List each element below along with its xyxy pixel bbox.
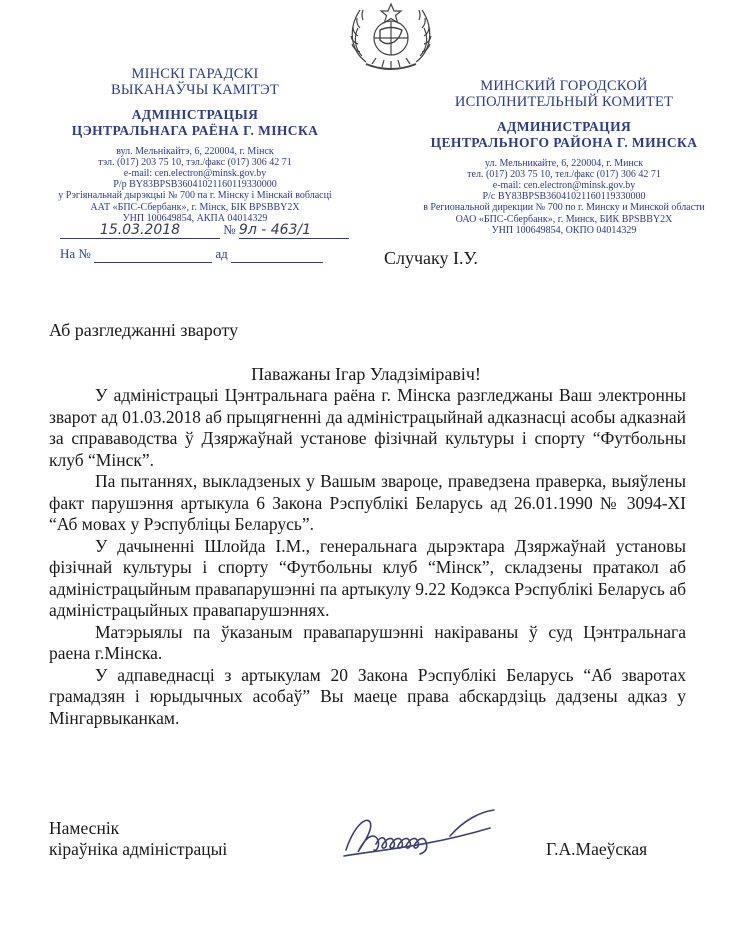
ref-date-field — [60, 222, 220, 239]
ref-number: 9л - 463/1 — [238, 222, 312, 238]
greeting: Паважаны Ігар Уладзіміравіч! — [251, 364, 481, 384]
org-name-line1: МИНСКИЙ ГОРОДСКОЙ — [480, 78, 648, 94]
outgoing-reference — [60, 222, 360, 239]
phone-line: тэл. (017) 203 75 10, тэл./факс (017) 306 42 71 — [98, 156, 292, 168]
bank-directorate-line: у Рэгіянальнай дырэкцыі № 700 па г. Мінску і Мінскай вобласці — [58, 190, 332, 202]
signatory-title-line2: кіраўніка адміністрацыі — [49, 839, 228, 859]
phone-line: тел. (017) 203 75 10, тел./факс (017) 306 42 71 — [467, 168, 661, 180]
admin-name-line1: АДМІНІСТРАЦЫЯ — [131, 107, 259, 123]
signatory-name: Г.А.Маеўская — [546, 839, 648, 859]
admin-name-line2: ЦЕНТРАЛЬНОГО РАЙОНА Г. МИНСКА — [430, 134, 698, 150]
letterhead-left — [40, 66, 350, 224]
unp-line: УНП 100649854, ОКПО 04014329 — [491, 224, 637, 236]
admin-name-line2: ЦЭНТРАЛЬНАГА РАЁНА Г. МІНСКА — [71, 122, 319, 138]
recipient: Случаку І.У. — [384, 248, 478, 268]
incoming-date-field — [231, 246, 323, 263]
ref-number-label: № — [223, 222, 236, 237]
org-name-line2: ИСПОЛНИТЕЛЬНЫЙ КОМИТЕТ — [454, 94, 674, 111]
admin-name-line1: АДМИНИСТРАЦИЯ — [496, 119, 632, 135]
org-name-line1: МІНСКІ ГАРАДСКІ — [131, 66, 259, 82]
account-line: Р/с BY83BPSB36041021160119330000 — [482, 191, 646, 203]
ref-number-field — [239, 222, 349, 239]
email-line: e-mail: cen.electron@minsk.gov.by — [123, 168, 267, 180]
address-line: ул. Мельникайте, 6, 220004, г. Минск — [484, 157, 644, 169]
bank-directorate-line: в Региональной дирекции № 700 по г. Минску и Минской области — [423, 202, 705, 214]
org-name-line2: ВЫКАНАЎЧЫ КАМІТЭТ — [111, 82, 279, 99]
bank-line: ААТ «БПС-Сбербанк», г. Мінск, БІК BPSBBY2X — [90, 201, 300, 213]
incoming-date-label: ад — [215, 246, 228, 261]
account-line: Р/р BY83BPSB36041021160119330000 — [113, 179, 277, 191]
body-paragraph-4: Матэрыялы па ўказаным правапарушэнні накіраваны ў суд Цэнтральнага раена г.Мінска. — [49, 621, 686, 663]
body-paragraph-3: У дачыненні Шлойда І.М., генеральнага дырэктара Дзяржаўнай установы фізічнай культуры і спорту “Футбольны клуб “Мінск”, складзены пратакол аб адміністрацыйным правапарушэнні па артыкулу 9.22 Кодэкса Рэспублікі Беларусь аб адміністрацыйных правапарушэннях. — [49, 535, 686, 620]
ref-date: 15.03.2018 — [99, 222, 181, 238]
coat-of-arms-emblem — [336, 2, 446, 72]
signatory-title — [49, 818, 227, 860]
signatory-title-line1: Намеснік — [49, 818, 120, 838]
subject: Аб разгледжанні звароту — [49, 320, 239, 340]
handwritten-signature — [340, 806, 500, 866]
incoming-reference — [60, 246, 360, 263]
incoming-number-field — [94, 246, 212, 263]
address-line: вул. Мельнікайтэ, 6, 220004, г. Мінск — [116, 145, 274, 157]
body-paragraph-5: У адпаведнасці з артыкулам 20 Закона Рэспублікі Беларусь “Аб зваротах грамадзян і юрыдычных асобаў” Вы маеце права абскардзіць дадзены адказ у Мінгарвыканкам. — [49, 664, 686, 728]
bank-line: ОАО «БПС-Сбербанк», г. Минск, БИК BPSBBY2X — [455, 213, 673, 225]
body-paragraph-2: Па пытаннях, выкладзеных у Вашым звароце, праведзена праверка, выяўлены факт парушэння артыкула 6 Закона Рэспублікі Беларусь ад 26.01.1990 № 3094-XI “Аб мовах у Рэспубліцы Беларусь”. — [49, 471, 686, 534]
email-line: e-mail: cen.electron@minsk.gov.by — [492, 180, 636, 192]
letter-body — [49, 385, 686, 729]
unp-line: УНП 100649854, АКПА 04014329 — [122, 212, 268, 224]
incoming-number-label: На № — [60, 246, 91, 261]
letterhead-right — [408, 78, 720, 236]
body-paragraph-1: У адміністрацыі Цэнтральнага раёна г. Мінска разгледжаны Ваш электронны зварот ад 01.03.2018 аб прыцягненні да адміністрацыйнай адказнасці асобы адказнай за справаводства ў Дзяржаўнай установе фізічнай культуры і спорту “Футбольны клуб “Мінск”. — [49, 385, 686, 470]
